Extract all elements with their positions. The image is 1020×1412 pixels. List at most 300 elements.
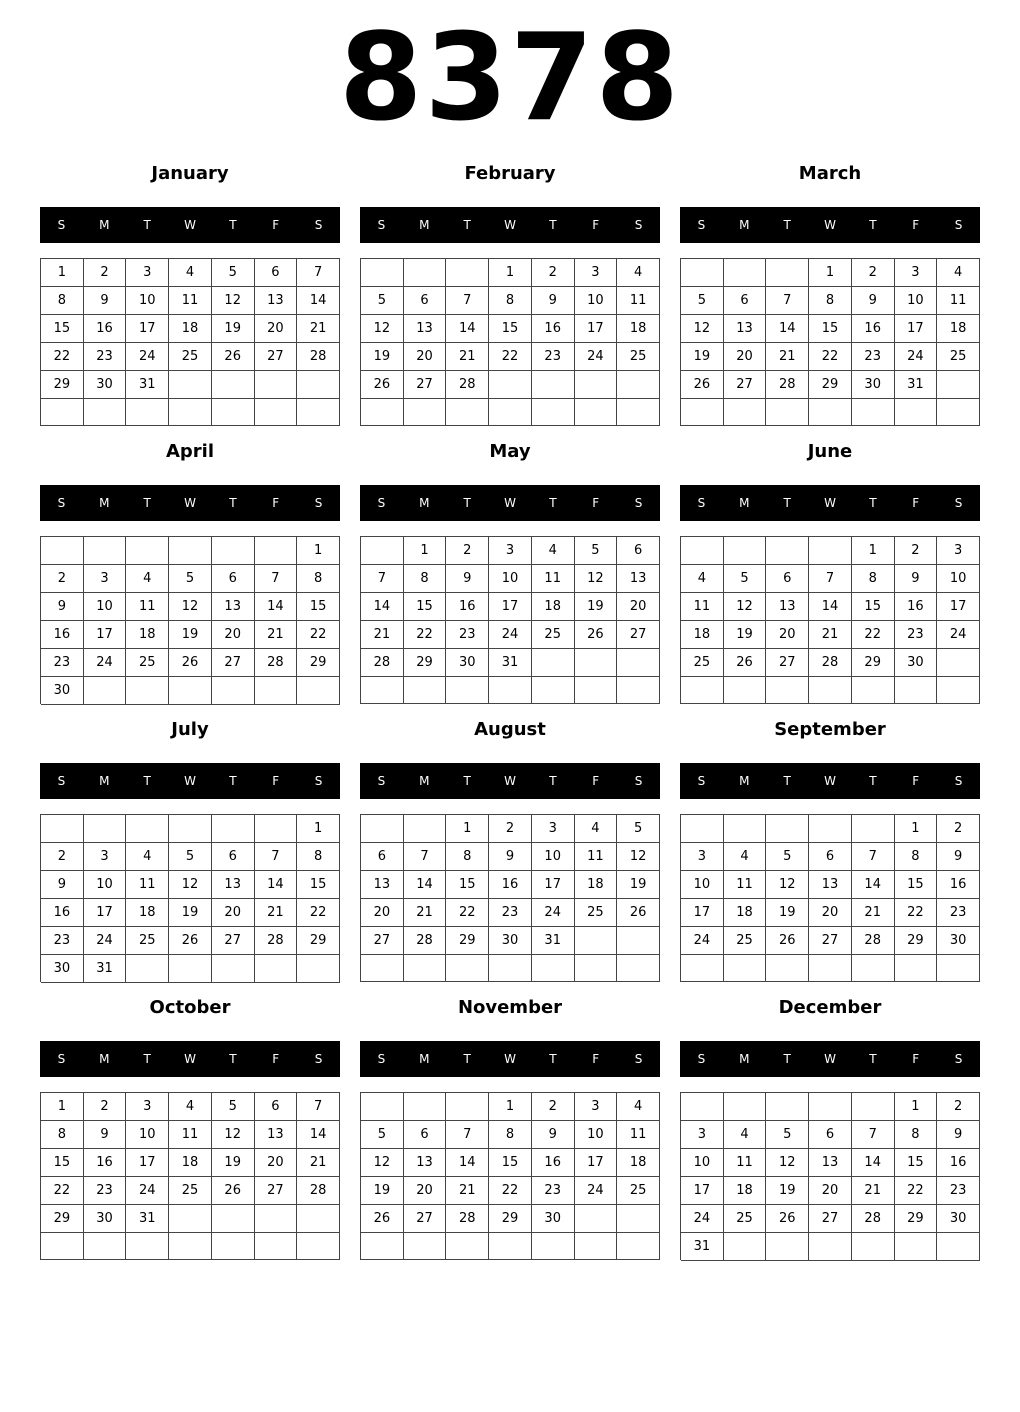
day-cell: 14 [255,593,298,621]
day-cell: 15 [489,315,532,343]
empty-day-cell [169,677,212,705]
day-cell: 18 [937,315,980,343]
day-cell: 23 [937,1177,980,1205]
day-cell: 11 [724,1149,767,1177]
day-cell: 14 [852,1149,895,1177]
day-cell: 2 [446,537,489,565]
month-name: April [165,441,215,462]
day-cell: 25 [617,1177,660,1205]
day-cell: 17 [84,621,127,649]
weekday-header [360,1041,660,1077]
day-cell: 4 [724,1121,767,1149]
empty-day-cell [84,399,127,426]
weekday-label: S [57,1052,66,1066]
day-cell: 18 [724,1177,767,1205]
day-cell: 14 [255,871,298,899]
empty-day-cell [895,399,938,426]
day-cell: 27 [404,1205,447,1233]
empty-day-cell [212,677,255,705]
day-grid [40,258,340,426]
empty-day-cell [297,1205,340,1233]
day-grid [680,1092,980,1260]
day-cell: 3 [489,537,532,565]
weekday-label: T [783,1052,791,1066]
day-cell: 2 [937,1093,980,1121]
day-cell: 26 [212,343,255,371]
day-grid [360,1092,660,1260]
empty-day-cell [212,537,255,565]
empty-day-cell [724,259,767,287]
empty-day-cell [404,955,447,982]
weekday-label: M [99,496,110,510]
empty-day-cell [617,649,660,677]
weekday-label: S [954,1052,963,1066]
day-cell: 10 [895,287,938,315]
empty-day-cell [489,677,532,704]
day-cell: 27 [809,927,852,955]
empty-day-cell [126,677,169,705]
day-cell: 20 [404,343,447,371]
weekday-label: T [229,218,237,232]
day-cell: 9 [937,1121,980,1149]
empty-day-cell [361,815,404,843]
weekday-label: F [912,496,920,510]
day-cell: 4 [681,565,724,593]
day-cell: 7 [361,565,404,593]
day-cell: 6 [255,259,298,287]
day-cell: 5 [169,565,212,593]
day-cell: 9 [446,565,489,593]
weekday-label: S [314,496,323,510]
day-cell: 7 [766,287,809,315]
day-cell: 17 [681,899,724,927]
empty-day-cell [895,677,938,704]
month-name: February [464,163,556,184]
day-cell: 10 [489,565,532,593]
day-cell: 19 [766,899,809,927]
empty-day-cell [404,1233,447,1260]
day-cell: 28 [852,927,895,955]
day-cell: 3 [532,815,575,843]
day-cell: 23 [41,649,84,677]
day-cell: 4 [532,537,575,565]
day-cell: 7 [446,287,489,315]
weekday-label: F [592,774,600,788]
weekday-header [360,763,660,799]
day-cell: 11 [724,871,767,899]
weekday-label: T [783,496,791,510]
empty-day-cell [575,927,618,955]
day-cell: 30 [852,371,895,399]
empty-day-cell [852,399,895,426]
empty-day-cell [724,815,767,843]
weekday-label: S [634,774,643,788]
day-cell: 9 [895,565,938,593]
day-cell: 9 [84,287,127,315]
day-cell: 2 [895,537,938,565]
day-cell: 25 [532,621,575,649]
empty-day-cell [617,677,660,704]
day-cell: 19 [361,343,404,371]
day-cell: 30 [84,1205,127,1233]
day-cell: 14 [446,315,489,343]
day-cell: 29 [809,371,852,399]
day-cell: 9 [937,843,980,871]
day-cell: 2 [532,259,575,287]
day-cell: 23 [532,1177,575,1205]
day-cell: 17 [575,315,618,343]
weekday-label: S [634,218,643,232]
empty-day-cell [489,955,532,982]
day-cell: 6 [617,537,660,565]
day-cell: 11 [617,287,660,315]
day-cell: 1 [41,1093,84,1121]
day-cell: 30 [41,677,84,705]
day-cell: 29 [895,927,938,955]
day-cell: 19 [169,899,212,927]
empty-day-cell [532,371,575,399]
empty-day-cell [809,1233,852,1261]
empty-day-cell [681,537,724,565]
weekday-header [680,1041,980,1077]
day-cell: 17 [895,315,938,343]
empty-day-cell [681,815,724,843]
day-grid [680,536,980,704]
day-cell: 3 [84,843,127,871]
day-cell: 11 [617,1121,660,1149]
empty-day-cell [169,371,212,399]
day-cell: 13 [809,1149,852,1177]
day-cell: 6 [766,565,809,593]
empty-day-cell [681,1093,724,1121]
day-cell: 22 [41,1177,84,1205]
day-cell: 16 [895,593,938,621]
empty-day-cell [361,1093,404,1121]
weekday-label: T [143,496,151,510]
day-cell: 9 [84,1121,127,1149]
day-cell: 16 [84,1149,127,1177]
empty-day-cell [255,371,298,399]
day-cell: 10 [681,1149,724,1177]
day-cell: 13 [361,871,404,899]
day-cell: 9 [489,843,532,871]
empty-day-cell [852,1093,895,1121]
day-cell: 18 [169,1149,212,1177]
weekday-label: W [184,1052,196,1066]
day-cell: 9 [852,287,895,315]
empty-day-cell [489,1233,532,1260]
day-cell: 27 [809,1205,852,1233]
day-cell: 8 [809,287,852,315]
day-cell: 20 [255,315,298,343]
month-name: May [489,441,531,462]
day-cell: 15 [41,1149,84,1177]
weekday-label: S [377,1052,386,1066]
empty-day-cell [361,955,404,982]
empty-day-cell [617,371,660,399]
day-cell: 16 [489,871,532,899]
day-cell: 24 [575,343,618,371]
day-cell: 14 [446,1149,489,1177]
empty-day-cell [852,955,895,982]
weekday-label: S [57,774,66,788]
empty-day-cell [809,537,852,565]
day-cell: 4 [724,843,767,871]
day-cell: 11 [937,287,980,315]
day-cell: 12 [681,315,724,343]
day-cell: 8 [404,565,447,593]
day-cell: 6 [809,843,852,871]
day-cell: 4 [169,1093,212,1121]
empty-day-cell [617,1205,660,1233]
day-cell: 16 [937,871,980,899]
day-cell: 30 [937,927,980,955]
day-cell: 20 [212,899,255,927]
empty-day-cell [532,955,575,982]
empty-day-cell [852,1233,895,1261]
day-cell: 4 [617,259,660,287]
day-cell: 15 [297,871,340,899]
day-cell: 29 [446,927,489,955]
day-cell: 14 [852,871,895,899]
weekday-label: F [912,774,920,788]
month-name: September [774,719,886,740]
weekday-label: S [314,1052,323,1066]
day-cell: 13 [404,1149,447,1177]
weekday-header [40,485,340,521]
weekday-label: S [634,1052,643,1066]
day-cell: 24 [895,343,938,371]
day-cell: 19 [361,1177,404,1205]
weekday-label: T [783,774,791,788]
weekday-label: T [463,774,471,788]
weekday-header [360,485,660,521]
day-cell: 25 [724,1205,767,1233]
day-cell: 25 [681,649,724,677]
day-cell: 23 [532,343,575,371]
day-cell: 18 [681,621,724,649]
weekday-header [360,207,660,243]
empty-day-cell [41,537,84,565]
empty-day-cell [766,537,809,565]
day-cell: 1 [809,259,852,287]
day-cell: 10 [532,843,575,871]
day-cell: 20 [361,899,404,927]
weekday-label: T [869,496,877,510]
empty-day-cell [212,371,255,399]
day-cell: 28 [255,927,298,955]
day-cell: 3 [575,259,618,287]
empty-day-cell [937,1233,980,1261]
empty-day-cell [446,1093,489,1121]
empty-day-cell [361,399,404,426]
day-cell: 11 [126,593,169,621]
day-cell: 5 [766,1121,809,1149]
day-grid [680,814,980,982]
day-cell: 25 [126,927,169,955]
empty-day-cell [255,815,298,843]
empty-day-cell [809,677,852,704]
day-cell: 20 [766,621,809,649]
day-cell: 6 [361,843,404,871]
day-cell: 28 [852,1205,895,1233]
day-cell: 12 [575,565,618,593]
day-cell: 29 [404,649,447,677]
empty-day-cell [297,955,340,983]
day-cell: 7 [809,565,852,593]
day-cell: 21 [766,343,809,371]
empty-day-cell [297,399,340,426]
empty-day-cell [126,1233,169,1260]
empty-day-cell [169,955,212,983]
day-cell: 26 [681,371,724,399]
day-cell: 22 [489,343,532,371]
day-cell: 22 [404,621,447,649]
day-cell: 3 [895,259,938,287]
weekday-label: T [229,774,237,788]
weekday-label: S [57,496,66,510]
day-cell: 18 [126,899,169,927]
day-cell: 8 [489,1121,532,1149]
day-cell: 18 [169,315,212,343]
day-cell: 18 [617,315,660,343]
weekday-label: T [229,1052,237,1066]
day-cell: 28 [446,371,489,399]
empty-day-cell [41,815,84,843]
day-cell: 21 [255,621,298,649]
day-cell: 20 [404,1177,447,1205]
day-cell: 11 [169,287,212,315]
day-cell: 21 [809,621,852,649]
empty-day-cell [532,649,575,677]
day-cell: 9 [41,593,84,621]
day-cell: 16 [41,621,84,649]
empty-day-cell [724,955,767,982]
empty-day-cell [255,399,298,426]
day-cell: 22 [297,621,340,649]
day-cell: 30 [937,1205,980,1233]
weekday-label: M [739,218,750,232]
day-cell: 14 [809,593,852,621]
weekday-label: S [697,1052,706,1066]
day-cell: 18 [724,899,767,927]
day-cell: 5 [361,287,404,315]
weekday-label: M [419,496,430,510]
day-cell: 22 [895,1177,938,1205]
day-cell: 1 [404,537,447,565]
day-cell: 2 [84,259,127,287]
day-cell: 5 [212,259,255,287]
weekday-label: F [272,1052,280,1066]
day-cell: 31 [895,371,938,399]
day-cell: 26 [766,927,809,955]
day-cell: 1 [446,815,489,843]
empty-day-cell [937,677,980,704]
day-cell: 29 [895,1205,938,1233]
day-cell: 22 [809,343,852,371]
day-cell: 17 [489,593,532,621]
day-cell: 17 [532,871,575,899]
day-cell: 7 [255,843,298,871]
day-cell: 21 [446,1177,489,1205]
empty-day-cell [361,259,404,287]
day-cell: 8 [895,1121,938,1149]
weekday-label: M [99,1052,110,1066]
day-cell: 13 [255,1121,298,1149]
day-cell: 2 [532,1093,575,1121]
month-name: July [171,719,209,740]
day-cell: 12 [169,871,212,899]
day-cell: 5 [169,843,212,871]
day-cell: 7 [446,1121,489,1149]
day-cell: 15 [446,871,489,899]
empty-day-cell [361,1233,404,1260]
month-name: October [149,997,231,1018]
empty-day-cell [126,399,169,426]
weekday-label: M [99,774,110,788]
weekday-label: F [912,1052,920,1066]
day-cell: 26 [361,1205,404,1233]
day-cell: 28 [297,1177,340,1205]
day-cell: 17 [937,593,980,621]
day-cell: 22 [297,899,340,927]
day-cell: 12 [766,871,809,899]
day-cell: 5 [617,815,660,843]
day-cell: 30 [41,955,84,983]
weekday-header [680,763,980,799]
day-cell: 24 [575,1177,618,1205]
weekday-label: M [739,774,750,788]
day-cell: 17 [126,1149,169,1177]
weekday-label: S [697,218,706,232]
day-cell: 2 [84,1093,127,1121]
empty-day-cell [852,677,895,704]
day-grid [360,814,660,982]
day-cell: 10 [681,871,724,899]
day-cell: 11 [575,843,618,871]
day-cell: 8 [852,565,895,593]
day-cell: 21 [404,899,447,927]
day-cell: 26 [169,649,212,677]
weekday-label: W [824,1052,836,1066]
day-cell: 4 [169,259,212,287]
day-cell: 5 [766,843,809,871]
day-cell: 28 [446,1205,489,1233]
day-grid [360,258,660,426]
day-cell: 23 [41,927,84,955]
day-cell: 16 [41,899,84,927]
calendar-year-title: 8378 [339,9,681,148]
day-cell: 17 [575,1149,618,1177]
day-cell: 11 [532,565,575,593]
day-cell: 30 [895,649,938,677]
empty-day-cell [766,1233,809,1261]
day-cell: 3 [681,1121,724,1149]
weekday-label: S [377,774,386,788]
day-cell: 15 [404,593,447,621]
day-cell: 23 [446,621,489,649]
day-cell: 27 [766,649,809,677]
empty-day-cell [575,955,618,982]
day-cell: 8 [297,843,340,871]
day-grid [40,536,340,704]
empty-day-cell [297,677,340,705]
day-cell: 16 [532,315,575,343]
weekday-label: T [143,774,151,788]
day-cell: 13 [255,287,298,315]
empty-day-cell [126,955,169,983]
day-cell: 23 [937,899,980,927]
